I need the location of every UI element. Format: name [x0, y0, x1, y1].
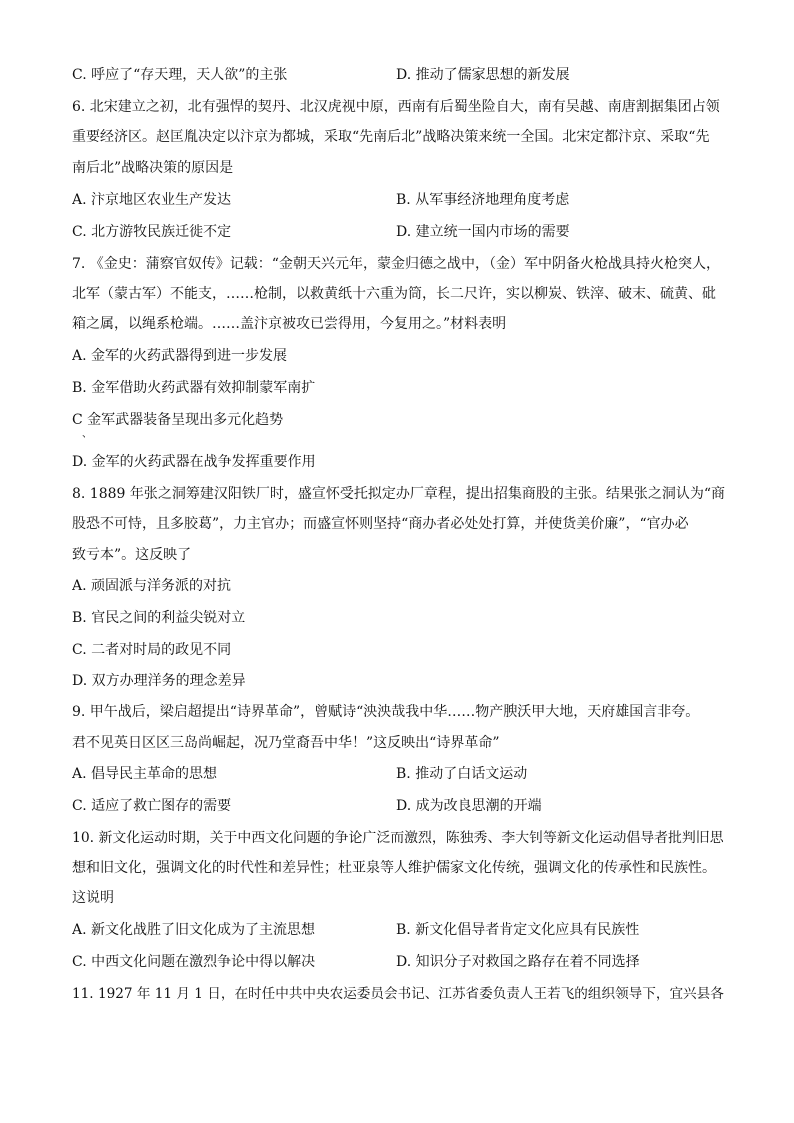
option-left: A. 汴京地区农业生产发达	[72, 192, 232, 208]
option-line: B. 金军借助火药武器有效抑制蒙军南扩	[72, 380, 316, 396]
option-left: A. 倡导民主革命的思想	[72, 766, 218, 782]
question-line: 8. 1889 年张之洞筹建汉阳铁厂时，盛宣怀受托拟定办厂章程，提出招集商股的主张。结果张之洞认为“商	[72, 486, 726, 502]
question-line: 6. 北宋建立之初，北有强悍的契丹、北汉虎视中原，西南有后蜀坐险自大，南有吴越、南唐割据集团占领	[72, 99, 720, 115]
option-line: B. 官民之间的利益尖锐对立	[72, 610, 246, 626]
option-right: D. 知识分子对救国之路存在着不同选择	[396, 954, 640, 970]
option-right: D. 建立统一国内市场的需要	[396, 224, 570, 240]
question-line: 北军（蒙古军）不能支，……枪制，以救黄纸十六重为筒，长二尺许，实以柳炭、铁滓、破末、硫黄、砒	[72, 286, 716, 302]
option-right: B. 推动了白话文运动	[396, 766, 528, 782]
question-line: 股恐不可恃，且多胶葛”，力主官办；而盛宣怀则坚持“商办者必处处打算，并使货美价廉”，“官办必	[72, 516, 689, 532]
question-line: 这说明	[72, 890, 114, 906]
question-line: 重要经济区。赵匡胤决定以汴京为都城，采取“先南后北”战略决策来统一全国。北宋定都汴京、采取“先	[72, 129, 710, 145]
question-line: 南后北”战略决策的原因是	[72, 160, 234, 176]
option-left: A. 新文化战胜了旧文化成为了主流思想	[72, 922, 316, 938]
option-right: B. 新文化倡导者肯定文化应具有民族性	[396, 922, 640, 938]
option-left: C. 适应了救亡图存的需要	[72, 798, 232, 814]
option-right: D. 成为改良思潮的开端	[396, 798, 542, 814]
stray-mark: 、	[82, 429, 92, 440]
question-line: 箱之属，以绳系枪端。……盖汴京被攻已尝得用，今复用之。”材料表明	[72, 316, 507, 332]
option-right: B. 从军事经济地理角度考虑	[396, 192, 570, 208]
question-line: 想和旧文化，强调文化的时代性和差异性；杜亚泉等人维护儒家文化传统，强调文化的传承性和民族性。	[72, 860, 716, 876]
question-line: 11. 1927 年 11 月 1 日，在时任中共中央农运委员会书记、江苏省委负责人王若飞的组织领导下，宜兴县各	[72, 986, 724, 1002]
question-line: 10. 新文化运动时期，关于中西文化问题的争论广泛而激烈，陈独秀、李大钊等新文化运动倡导者批判旧思	[72, 830, 724, 846]
question-line: 致亏本”。这反映了	[72, 547, 192, 563]
option-right: D. 推动了儒家思想的新发展	[396, 67, 570, 83]
question-line: 君不见英日区区三岛尚崛起，况乃堂裔吾中华！”这反映出“诗界革命”	[72, 735, 500, 751]
question-line: 9. 甲午战后，梁启超提出“诗界革命”，曾赋诗“泱泱哉我中华……物产腴沃甲大地，天府雄国言非夸。	[72, 704, 700, 720]
option-left: C. 中西文化问题在激烈争论中得以解决	[72, 954, 316, 970]
question-line: 7. 《金史：蒲察官奴传》记载：“金朝天兴元年，蒙金归德之战中，（金）军中阴备火枪战具持火枪突人，	[72, 256, 720, 272]
option-line: A. 顽固派与洋务派的对抗	[72, 578, 232, 594]
option-line: D. 双方办理洋务的理念差异	[72, 673, 246, 689]
option-line: C 金军武器装备呈现出多元化趋势	[72, 412, 284, 428]
option-left: C. 呼应了“存天理，天人欲”的主张	[72, 67, 288, 83]
option-left: C. 北方游牧民族迁徙不定	[72, 224, 232, 240]
option-line: A. 金军的火药武器得到进一步发展	[72, 348, 288, 364]
option-line: C. 二者对时局的政见不同	[72, 642, 232, 658]
option-line: D. 金军的火药武器在战争发挥重要作用	[72, 454, 316, 470]
